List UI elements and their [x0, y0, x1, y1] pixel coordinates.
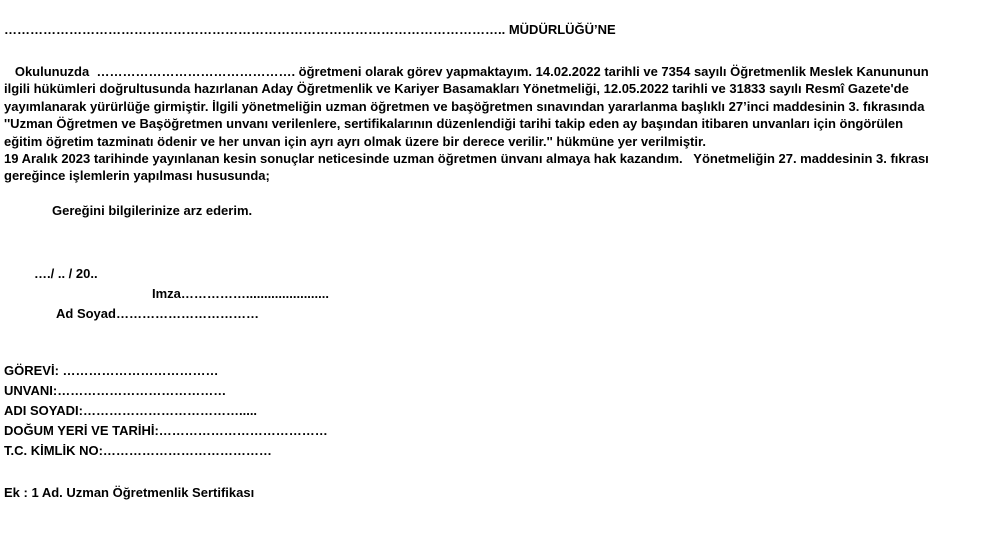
- addressee-line: …………………………………………………………………………………………………….. MÜDÜRLÜĞÜ’NE: [4, 22, 616, 37]
- body-line: ''Uzman Öğretmen ve Başöğretmen unvanı verilenlere, sertifikalarının düzenlendiği tarihi takip eden ay başından itibaren unvanları için öngörülen: [4, 116, 904, 132]
- full-name-field: ADI SOYADI:……………………………….....: [4, 403, 258, 418]
- body-line: 19 Aralık 2023 tarihinde yayınlanan kesin sonuçlar neticesinde uzman öğretmen ünvanı almaya hak kazandım. Yönetmeliğin 27. maddesinin 3. fıkrası: [4, 151, 929, 167]
- body-line: ilgili hükümleri doğrultusunda hazırlanan Aday Öğretmenlik ve Kariyer Basamakları Yönetmeliği, 12.05.2022 tarihli ve 31833 sayılı Resmî Gazete'de: [4, 81, 909, 97]
- signature-field: Imza…………….......................: [152, 286, 329, 301]
- title-field: UNVANI:…………………………………: [4, 383, 227, 398]
- petition-body: [4, 63, 998, 185]
- attachment-note: Ek : 1 Ad. Uzman Öğretmenlik Sertifikası: [4, 485, 255, 500]
- birth-place-date-field: DOĞUM YERİ VE TARİHİ:…………………………………: [4, 423, 328, 438]
- national-id-field: T.C. KİMLİK NO:…………………………………: [4, 443, 272, 458]
- body-line: Okulunuzda ………………………………………. öğretmeni olarak görev yapmaktayım. 14.02.2022 tarihli ve 7354 sayılı Öğretmenlik Meslek Kanununun: [4, 64, 929, 79]
- duty-field: GÖREVİ: ………………………………: [4, 363, 219, 378]
- body-line: gereğince işlemlerin yapılması hususunda;: [4, 168, 270, 184]
- body-line: eğitim öğretim tazminatı ödenir ve her unvan için ayrı ayrı olmak üzere bir derece verilir.'' hükmüne yer verilmiştir.: [4, 133, 706, 149]
- name-field: Ad Soyad……………………………: [56, 306, 259, 321]
- date-field: …./ .. / 20..: [34, 266, 98, 281]
- closing-statement: Gereğini bilgilerinize arz ederim.: [52, 203, 253, 218]
- body-line: yayımlanarak yürürlüğe girmiştir. İlgili yönetmeliğin uzman öğretmen ve başöğretmen sınavından yararlanma başlıklı 27’inci maddesinin 3. fıkrasında: [4, 98, 925, 114]
